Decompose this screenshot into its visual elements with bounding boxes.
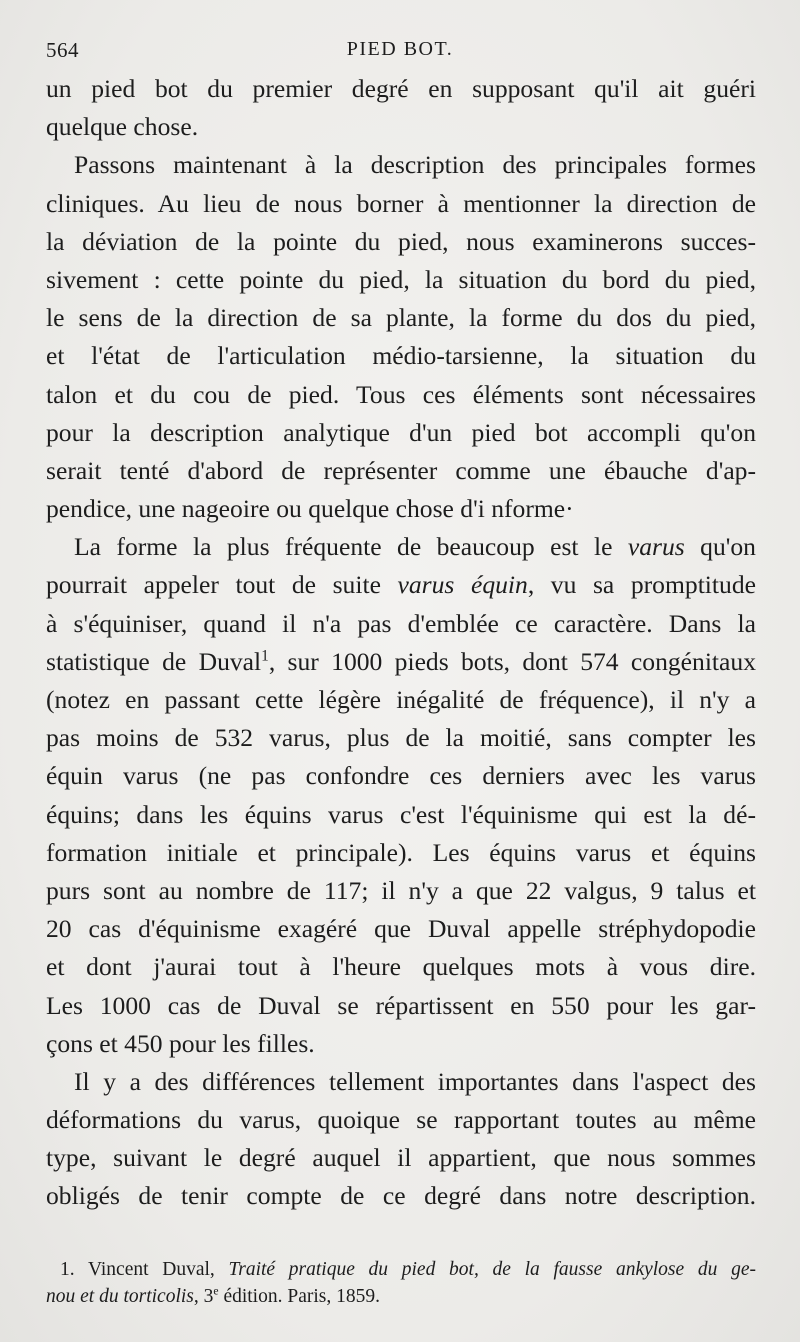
footnote-author: Vincent Duval, [74, 1259, 229, 1280]
footnote-title: Traité pratique du pied bot, de la fausse ankylose du ge- [228, 1259, 756, 1280]
text-segment: statistique de Duval [46, 646, 262, 676]
text-line [46, 643, 756, 681]
text-line: quelque chose. [46, 112, 199, 142]
text-line: pas moins de 532 varus, plus de la moitié, sans compter les [46, 723, 756, 753]
footnote-number: 1. [60, 1259, 75, 1280]
text-line: le sens de la direction de sa plante, la forme du dos du pied, [46, 303, 756, 333]
text-line: déformations du varus, quoique se rapportant toutes au même [46, 1105, 756, 1135]
text-line: équins; dans les équins varus c'est l'équinisme qui est la dé- [46, 799, 756, 829]
footnote [46, 1256, 756, 1310]
footnote-title-cont: nou et du torticolis [46, 1286, 194, 1307]
italic-term: varus équin [397, 570, 528, 600]
text-segment: , vu sa promptitude [527, 570, 756, 600]
text-segment: qu'on [684, 532, 756, 562]
text-line: 20 cas d'équinisme exagéré que Duval appelle stréphydopodie [46, 914, 756, 944]
text-line: Passons maintenant à la description des principales formes [74, 150, 756, 180]
text-line: et dont j'aurai tout à l'heure quelques mots à vous dire. [46, 952, 756, 982]
text-line [46, 566, 756, 604]
text-segment: pourrait appeler tout de suite [46, 570, 381, 600]
text-line: purs sont au nombre de 117; il n'y a que 22 valgus, 9 talus et [46, 875, 756, 905]
italic-term: varus [627, 532, 685, 562]
footnote-line [46, 1283, 756, 1310]
body-text [46, 70, 756, 1216]
page-number: 564 [46, 38, 79, 62]
text-line: et l'état de l'articulation médio-tarsienne, la situation du [46, 341, 756, 371]
text-line: un pied bot du premier degré en supposant qu'il ait guéri [46, 74, 756, 103]
text-line: formation initiale et principale). Les équins varus et équins [46, 837, 756, 867]
text-line: pour la description analytique d'un pied bot accompli qu'on [46, 417, 756, 447]
text-line: type, suivant le degré auquel il appartient, que nous sommes [46, 1143, 756, 1173]
running-head: PIED BOT. [346, 38, 454, 60]
text-line: talon et du cou de pied. Tous ces éléments sont nécessaires [46, 379, 756, 409]
text-line: équin varus (ne pas confondre ces derniers avec les varus [46, 761, 756, 791]
text-line: Les 1000 cas de Duval se répartissent en 550 pour les gar- [46, 990, 756, 1020]
text-line: obligés de tenir compte de ce degré dans notre description. [46, 1181, 756, 1211]
text-line: (notez en passant cette légère inégalité de fréquence), il n'y a [46, 685, 756, 714]
footnote-line [46, 1256, 756, 1283]
footnote-edition-sup: e [213, 1284, 219, 1298]
text-segment: , sur 1000 pieds bots, dont 574 congénitaux [268, 646, 756, 676]
text-line: Il y a des différences tellement importantes dans l'aspect des [74, 1066, 756, 1096]
text-line: la déviation de la pointe du pied, nous examinerons succes- [46, 226, 756, 256]
footnote-edition: , 3 [193, 1286, 214, 1307]
text-segment: La forme la plus fréquente de beaucoup est le [74, 532, 613, 562]
text-line: sivement : cette pointe du pied, la situation du bord du pied, [46, 264, 756, 294]
text-line: pendice, une nageoire ou quelque chose d'i nforme· [46, 494, 574, 524]
footnote-edition-rest: édition. Paris, 1859. [218, 1286, 380, 1307]
text-line: cliniques. Au lieu de nous borner à mentionner la direction de [46, 188, 756, 218]
text-line: serait tenté d'abord de représenter comme une ébauche d'ap- [46, 455, 756, 485]
page-header [46, 38, 754, 68]
footnote-reference: 1 [261, 647, 269, 665]
text-line: à s'équiniser, quand il n'a pas d'emblée ce caractère. Dans la [46, 608, 756, 638]
text-line [46, 528, 756, 566]
text-line: çons et 450 pour les filles. [46, 1028, 315, 1058]
